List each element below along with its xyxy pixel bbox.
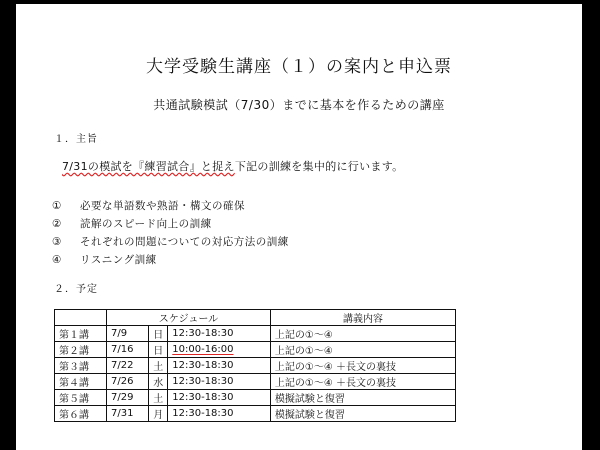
lecture-time: 12:30-18:30 bbox=[168, 390, 271, 406]
lecture-day: 土 bbox=[149, 390, 168, 406]
lecture-date: 7/22 bbox=[107, 358, 149, 374]
lecture-day: 土 bbox=[149, 358, 168, 374]
lecture-date: 7/9 bbox=[107, 326, 149, 342]
table-row bbox=[55, 326, 456, 342]
header-schedule: スケジュール bbox=[107, 310, 271, 326]
goal-text: それぞれの問題についての対応方法の訓練 bbox=[80, 236, 289, 248]
section-heading-purpose: １．主旨 bbox=[54, 134, 98, 145]
table-row bbox=[55, 342, 456, 358]
document-title: 大学受験生講座（１）の案内と申込票 bbox=[146, 57, 452, 77]
lecture-content: 模擬試験と復習 bbox=[270, 390, 455, 406]
intro-underlined-text: 7/31の模試を『練習試合』と捉え bbox=[62, 160, 235, 173]
lecture-content: 上記の①～④ ＋長文の裏技 bbox=[270, 358, 455, 374]
lecture-number: 第１講 bbox=[55, 326, 107, 342]
goal-number: ③ bbox=[52, 236, 62, 248]
lecture-time: 12:30-18:30 bbox=[168, 358, 271, 374]
lecture-date: 7/16 bbox=[107, 342, 149, 358]
goal-list bbox=[52, 197, 289, 269]
lecture-number: 第２講 bbox=[55, 342, 107, 358]
goal-number: ② bbox=[52, 218, 62, 230]
goal-text: 読解のスピード向上の訓練 bbox=[80, 218, 212, 230]
document-page bbox=[16, 4, 582, 450]
header-empty-cell bbox=[55, 310, 107, 326]
goal-number: ① bbox=[52, 200, 62, 212]
schedule-table bbox=[54, 309, 456, 422]
intro-after-text: 下記の訓練を集中的に行います。 bbox=[234, 160, 404, 173]
lecture-content: 上記の①～④ bbox=[270, 342, 455, 358]
lecture-number: 第４講 bbox=[55, 374, 107, 390]
lecture-date: 7/29 bbox=[107, 390, 149, 406]
goal-item bbox=[52, 215, 289, 233]
lecture-number: 第６講 bbox=[55, 406, 107, 422]
lecture-number: 第５講 bbox=[55, 390, 107, 406]
header-content: 講義内容 bbox=[270, 310, 455, 326]
goal-item bbox=[52, 251, 289, 269]
lecture-day: 日 bbox=[149, 326, 168, 342]
table-row bbox=[55, 390, 456, 406]
table-row bbox=[55, 358, 456, 374]
lecture-day: 水 bbox=[149, 374, 168, 390]
lecture-time: 12:30-18:30 bbox=[168, 326, 271, 342]
lecture-time bbox=[168, 342, 271, 358]
table-row bbox=[55, 374, 456, 390]
lecture-content: 上記の①～④ bbox=[270, 326, 455, 342]
table-header-row bbox=[55, 310, 456, 326]
document-subtitle: 共通試験模試（7/30）までに基本を作るための講座 bbox=[153, 98, 445, 112]
goal-item bbox=[52, 197, 289, 215]
lecture-time: 12:30-18:30 bbox=[168, 374, 271, 390]
table-row bbox=[55, 406, 456, 422]
lecture-day: 日 bbox=[149, 342, 168, 358]
lecture-time: 12:30-18:30 bbox=[168, 406, 271, 422]
goal-text: リスニング訓練 bbox=[80, 254, 157, 266]
goal-number: ④ bbox=[52, 254, 62, 266]
lecture-content: 模擬試験と復習 bbox=[270, 406, 455, 422]
lecture-date: 7/31 bbox=[107, 406, 149, 422]
lecture-content: 上記の①～④ ＋長文の裏技 bbox=[270, 374, 455, 390]
goal-text: 必要な単語数や熟語・構文の確保 bbox=[80, 200, 245, 212]
lecture-date: 7/26 bbox=[107, 374, 149, 390]
section-heading-schedule: ２．予定 bbox=[54, 284, 98, 295]
lecture-day: 月 bbox=[149, 406, 168, 422]
purpose-intro bbox=[62, 158, 403, 174]
lecture-time-highlighted: 10:00-16:00 bbox=[172, 344, 234, 355]
lecture-number: 第３講 bbox=[55, 358, 107, 374]
goal-item bbox=[52, 233, 289, 251]
